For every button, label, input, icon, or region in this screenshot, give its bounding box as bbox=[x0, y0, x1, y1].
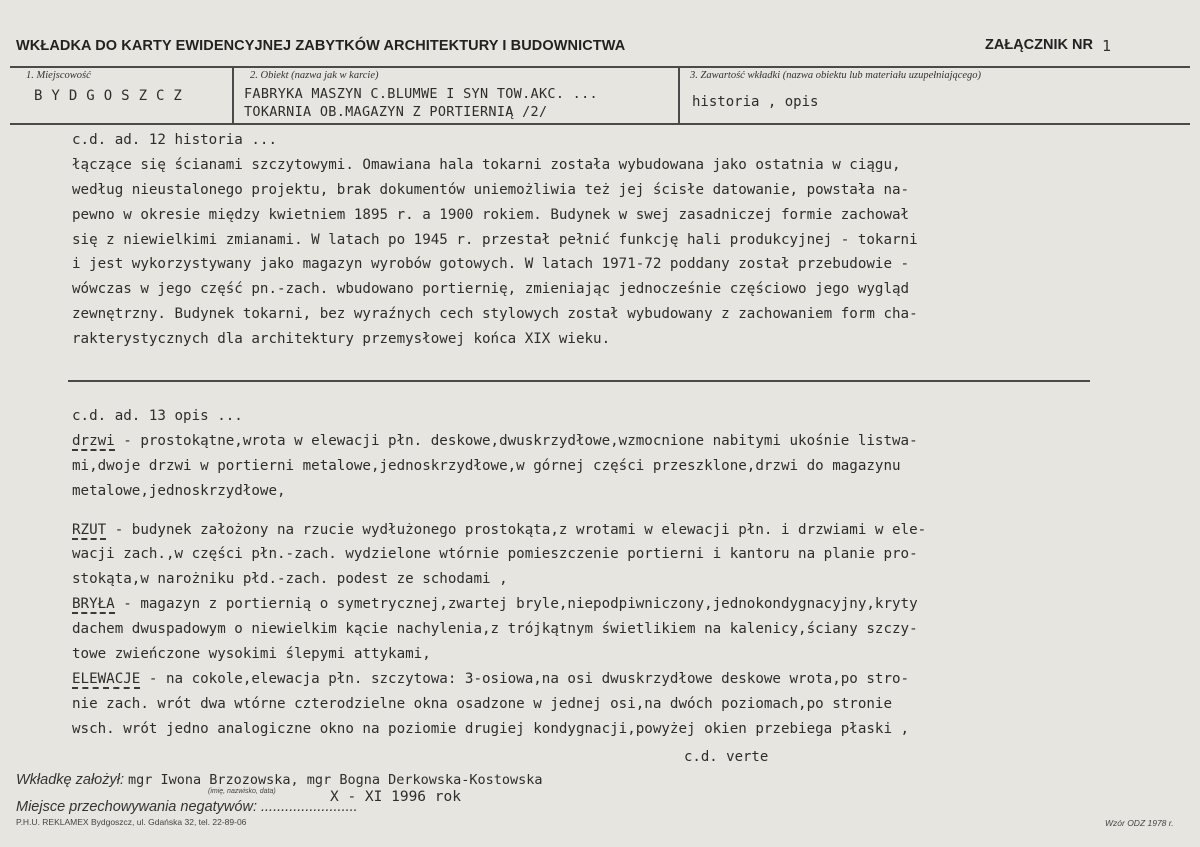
history-line: rakterystycznych dla architektury przemysłowej końca XIX wieku. bbox=[72, 331, 611, 348]
history-section bbox=[72, 128, 1102, 352]
card-title: WKŁADKA DO KARTY EWIDENCYJNEJ ZABYTKÓW ARCHITEKTURY I BUDOWNICTWA bbox=[16, 38, 626, 54]
fields-divider-2 bbox=[678, 68, 680, 123]
object-label: 2. Obiekt (nazwa jak w karcie) bbox=[250, 70, 379, 81]
author-hint: (imię, nazwisko, data) bbox=[208, 788, 276, 795]
printer-info: P.H.U. REKLAMEX Bydgoszcz, ul. Gdańska 32, tel. 22-89-06 bbox=[16, 817, 247, 827]
description-line: dachem dwuspadowym o niewielkim kącie nachylenia,z trójkątnym świetlikiem na kalenicy,ściany szczy- bbox=[72, 621, 918, 638]
description-line: - magazyn z portiernią o symetrycznej,zwartej bryle,niepodpiwniczony,jednokondygnacyjny,kryty bbox=[114, 596, 918, 613]
history-line: według nieustalonego projektu, brak dokumentów uniemożliwia też jej ścisłe datowanie, powstała na- bbox=[72, 181, 910, 198]
object-value-1: FABRYKA MASZYN C.BLUMWE I SYN TOW.AKC. ... bbox=[244, 86, 598, 102]
term-bryla: BRYŁA bbox=[72, 596, 115, 613]
history-line: się z niewielkimi zmianami. W latach po 1945 r. przestał pełnić funkcję hali produkcyjnej - tokarni bbox=[72, 231, 918, 248]
storage-label: Miejsce przechowywania negatywów: ........................ bbox=[16, 799, 358, 815]
attachment-label: ZAŁĄCZNIK NR bbox=[985, 37, 1093, 53]
continued-note: c.d. verte bbox=[684, 749, 769, 765]
history-line: pewno w okresie między kwietniem 1895 r. a 1900 rokiem. Budynek w swej zasadniczej formie zachował bbox=[72, 206, 910, 223]
description-line: stokąta,w narożniku płd.-zach. podest ze schodami , bbox=[72, 571, 508, 588]
description-line: mi,dwoje drzwi w portierni metalowe,jednoskrzydłowe,w górnej części przeszklone,drzwi do magazynu bbox=[72, 457, 901, 474]
term-rzut: RZUT bbox=[72, 521, 107, 538]
term-elewacje: ELEWACJE bbox=[72, 670, 141, 687]
term-drzwi: drzwi bbox=[72, 432, 115, 449]
history-line: zewnętrzny. Budynek tokarni, bez wyraźnych cech stylowych został wybudowany z zachowaniem form cha- bbox=[72, 306, 918, 323]
description-section bbox=[72, 404, 1102, 742]
description-line: metalowe,jednoskrzydłowe, bbox=[72, 482, 286, 499]
history-heading: c.d. ad. 12 historia ... bbox=[72, 132, 277, 148]
place-value: BYDGOSZCZ bbox=[34, 88, 191, 104]
fields-divider-1 bbox=[232, 68, 234, 123]
history-line: i jest wykorzystywany jako magazyn wyrobów gotowych. W latach 1971-72 poddany został przebudowie - bbox=[72, 256, 910, 273]
history-line: łączące się ścianami szczytowymi. Omawiana hala tokarni została wybudowana jako ostatnia w ciągu, bbox=[72, 156, 901, 173]
place-label: 1. Miejscowość bbox=[26, 70, 91, 81]
section-divider bbox=[68, 380, 1090, 382]
description-line: towe zwieńczone wysokimi ślepymi attykami, bbox=[72, 646, 431, 663]
description-line: - na cokole,elewacja płn. szczytowa: 3-osiowa,na osi dwuskrzydłowe deskowe wrota,po stro- bbox=[140, 670, 910, 687]
date-value: X - XI 1996 rok bbox=[330, 789, 461, 805]
content-label: 3. Zawartość wkładki (nazwa obiektu lub materiału uzupełniającego) bbox=[690, 70, 982, 81]
author-label: Wkładkę założył: bbox=[16, 772, 124, 788]
attachment-number: 1 bbox=[1102, 37, 1112, 55]
content-value: historia , opis bbox=[692, 94, 819, 110]
description-line: - prostokątne,wrota w elewacji płn. deskowe,dwuskrzydłowe,wzmocnione nabitymi ukośnie listwa- bbox=[114, 432, 918, 449]
form-model: Wzór ODZ 1978 r. bbox=[1105, 818, 1174, 828]
description-line: wsch. wrót jedno analogiczne okno na poziomie drugiej kondygnacji,powyżej okien przebiega płaski , bbox=[72, 720, 910, 737]
description-line: - budynek założony na rzucie wydłużonego prostokąta,z wrotami w elewacji płn. i drzwiami w ele- bbox=[106, 521, 927, 538]
header-rule bbox=[10, 66, 1190, 68]
object-value-2: TOKARNIA OB.MAGAZYN Z PORTIERNIĄ /2/ bbox=[244, 104, 548, 120]
fields-rule bbox=[10, 123, 1190, 125]
author-value: mgr Iwona Brzozowska, mgr Bogna Derkowska-Kostowska bbox=[128, 772, 543, 788]
description-heading: c.d. ad. 13 opis ... bbox=[72, 408, 243, 424]
history-line: wówczas w jego część pn.-zach. wbudowano portiernię, zmieniając jednocześnie częściowo jego wygląd bbox=[72, 281, 910, 298]
description-line: nie zach. wrót dwa wtórne czterodzielne okna osadzone w jednej osi,na dwóch poziomach,po stronie bbox=[72, 695, 892, 712]
description-line: wacji zach.,w części płn.-zach. wydzielone wtórnie pomieszczenie portierni i kantoru na planie pro- bbox=[72, 546, 918, 563]
